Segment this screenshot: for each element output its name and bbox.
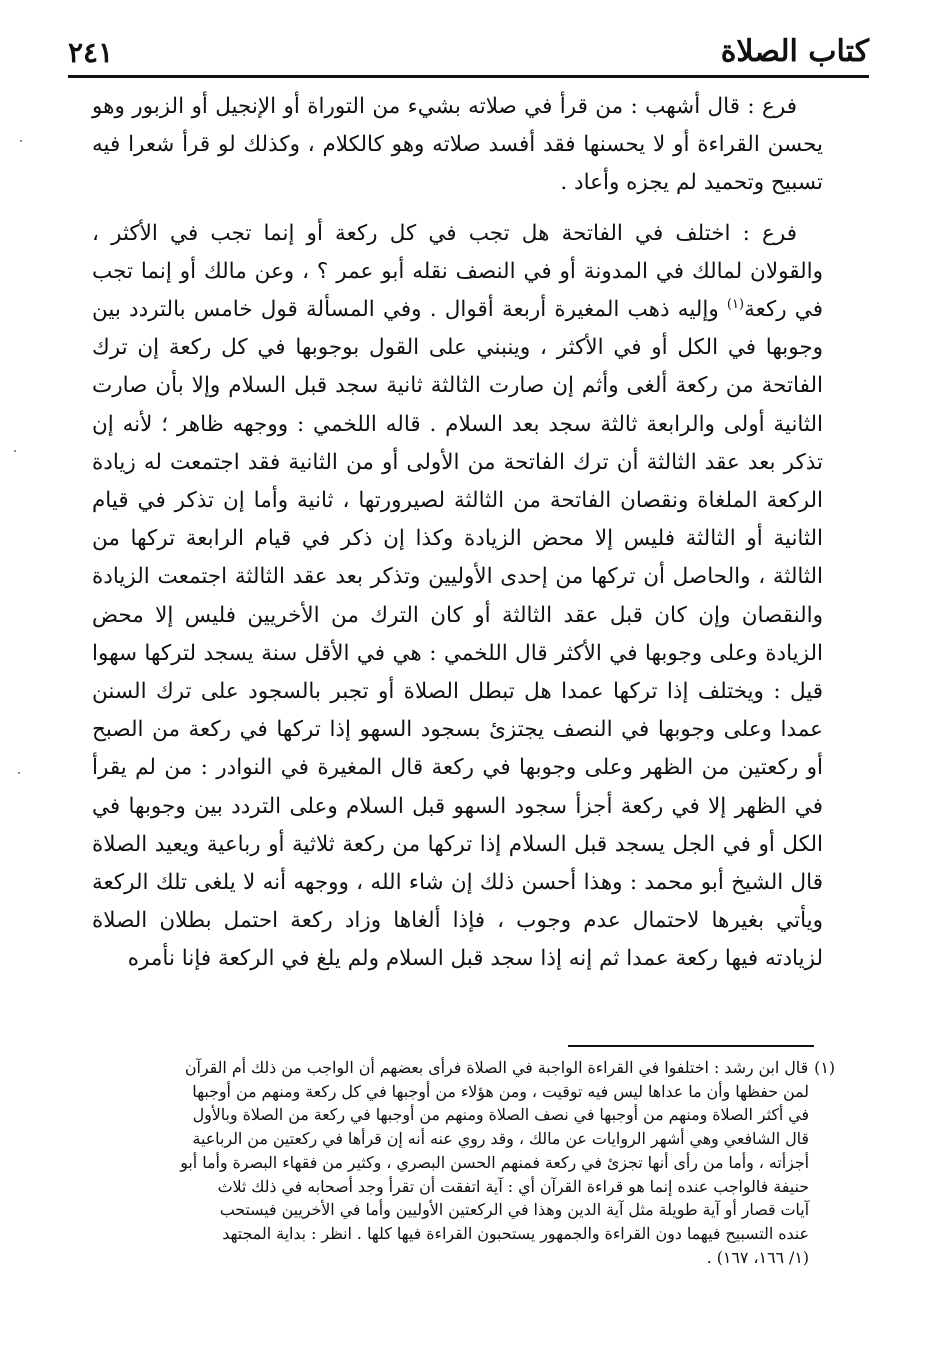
paragraph-2	[92, 215, 823, 979]
footnote-line-4: قال الشافعي وهي أشهر الروايات عن مالك ، وقد روي عنه أنه إن قرأها في ركعتين من الرباعية	[192, 1129, 809, 1149]
scan-speck	[18, 772, 20, 774]
footnote-reference-1[interactable]: (١)	[726, 296, 745, 312]
footnote-1	[94, 1056, 835, 1269]
footnote-line-8: عنده التسبيح فيهما دون القراءة والجمهور يستحبون القراءة فيها كلها . انظر : بداية المجتهد	[222, 1223, 809, 1243]
footnote-line-1-text: قال ابن رشد : اختلفوا في القراءة الواجبة في الصلاة فرأى بعضهم أن الواجب من ذلك أم القرآن	[184, 1058, 809, 1077]
footnote-line-6: حنيفة فالواجب عنده إنما هو قراءة القرآن أي : آية اتفقت أن تقرأ وجد أصحابه في ذلك ثلاث	[217, 1176, 809, 1196]
footnote-line-3: في أكثر الصلاة ومنهم من أوجبها في نصف الصلاة ومنهم من أوجبها في ركعة من الصلاة وبالأول	[192, 1105, 809, 1125]
footnote-line-2: لمن حفظها وأن ما عداها ليس فيه توقيت ، ومن هؤلاء من أوجبها في كل ركعة ومنهم من أوجبها	[192, 1081, 809, 1101]
footnote-number: (١)	[814, 1058, 835, 1077]
running-title: كتاب الصلاة	[720, 34, 869, 69]
page-number: ٢٤١	[68, 36, 114, 69]
footnote-line-9: (١/ ١٦٦، ١٦٧) .	[706, 1247, 809, 1267]
scan-speck	[20, 140, 22, 142]
footnote-line-1	[94, 1056, 835, 1080]
footnote-separator	[568, 1045, 814, 1047]
footnote-line-7: آيات قصار أو آية طويلة مثل آية الدين وهذا في الركعتين الأوليين وأما في الأخريين فيستحب	[219, 1200, 809, 1220]
page-header	[68, 28, 869, 78]
main-text	[92, 88, 823, 979]
scan-speck	[14, 450, 16, 452]
paragraph-2-text-b: وإليه ذهب المغيرة أربعة أقوال . وفي المسألة قول خامس بالتردد بين وجوبها في الكل أو في الأكثر ، وينبني على القول بوجوبها في كل ركعة إن ترك الفاتحة من ركعة ألغى وأثم إن صارت الثالثة ثانية سجد قبل السلام وإلا بأن صارت الثانية أولى والرابعة ثالثة سجد بعد السلام . قاله اللخمي : ووجهه ظاهر ؛ لأنه إن تذكر بعد عقد الثالثة أن ترك الفاتحة من الأولى أو من الثانية فقد اجتمعت له زيادة الركعة الملغاة ونقصان الفاتحة من الثالثة لصيرورتها ، ثانية وأما إن تذكر في قيام الثانية أو الثالثة فليس إلا محض الزيادة وكذا إن ذكر في قيام الرابعة تركها من الثالثة ، والحاصل أن تركها من إحدى الأوليين وتذكر بعد عقد الثالثة اجتمعت الزيادة والنقصان وإن كان قبل عقد الثالثة أو كان الترك من الأخريين فليس إلا محض الزيادة وعلى وجوبها في الأكثر قال اللخمي : هي في الأقل سنة يسجد لتركها سهوا قيل : ويختلف إذا تركها عمدا هل تبطل الصلاة أو تجبر بالسجود على ترك السنن عمدا وعلى وجوبها في النصف يجتزئ بسجود السهو إذا تركها في ركعة من الصبح أو ركعتين من الظهر وعلى وجوبها في ركعة قال المغيرة في النوادر : من لم يقرأ في الظهر إلا في ركعة أجزأ سجود السهو قبل السلام وعلى التردد بين وجوبها في الكل أو في الجل يسجد قبل السلام إذا تركها من ركعة ثلاثية أو رباعية ويعيد الصلاة قال الشيخ أبو محمد : وهذا أحسن ذلك إن شاء الله ، ووجهه أنه لا يلغى تلك الركعة ويأتي بغيرها لاحتمال عدم وجوب ، فإذا ألغاها وزاد ركعة احتمل بطلان الصلاة لزيادته فيها ركعة عمدا ثم إنه إذا سجد قبل السلام ولم يلغ في الركعة فإنا نأمره	[92, 297, 823, 972]
paragraph-1: فرع : قال أشهب : من قرأ في صلاته بشيء من التوراة أو الإنجيل أو الزبور وهو يحسن القراءة أو لا يحسنها فقد أفسد صلاته وهو كالكلام ، وكذلك لو قرأ شعرا فيه تسبيح وتحميد لم يجزه وأعاد .	[92, 94, 823, 196]
paragraph-2-text-a: فرع : اختلف في الفاتحة هل تجب في كل ركعة أو إنما تجب في الأكثر ، والقولان لمالك في المدونة أو في النصف نقله أبو عمر ؟ ، وعن مالك أو إنما تجب في ركعة	[92, 220, 823, 323]
footnote-line-5: أجزأته ، وأما من رأى أنها تجزئ في ركعة فمنهم الحسن البصري ، وكثير من فقهاء البصرة وأما أبو	[180, 1152, 809, 1172]
